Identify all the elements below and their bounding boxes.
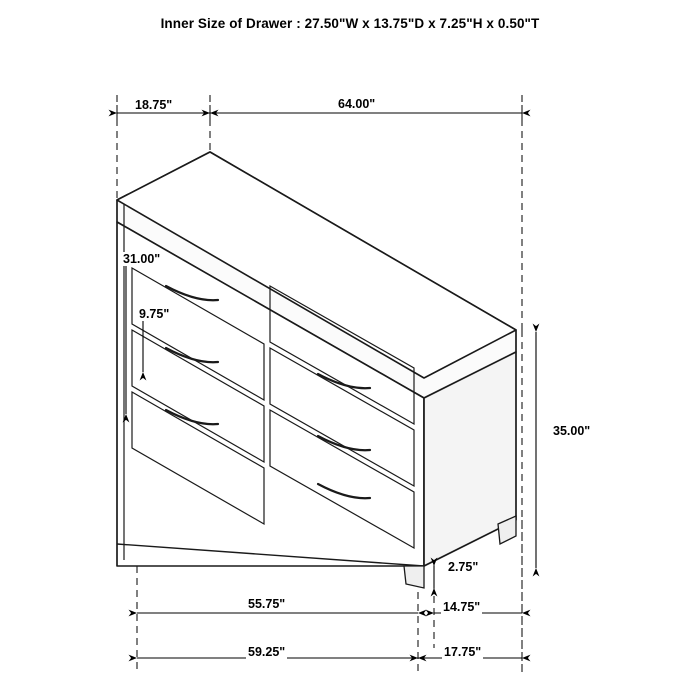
- dim-front-outer-width: 59.25": [248, 645, 286, 659]
- dim-leg-height: 2.75": [448, 560, 479, 574]
- dim-side-outer-depth: 17.75": [444, 645, 482, 659]
- dim-drawer-front-height: 9.75": [139, 307, 170, 321]
- dresser-body: [117, 152, 516, 566]
- dim-front-inner-width: 55.75": [248, 597, 286, 611]
- dim-side-inner-depth: 14.75": [443, 600, 481, 614]
- dim-drawer-bank-height: 31.00": [123, 252, 161, 266]
- page-title: Inner Size of Drawer : 27.50"W x 13.75"D x 7.25"H x 0.50"T: [160, 16, 540, 31]
- dim-depth-top: 18.75": [135, 98, 173, 112]
- dim-overall-height: 35.00": [553, 424, 591, 438]
- dim-width-top: 64.00": [338, 97, 376, 111]
